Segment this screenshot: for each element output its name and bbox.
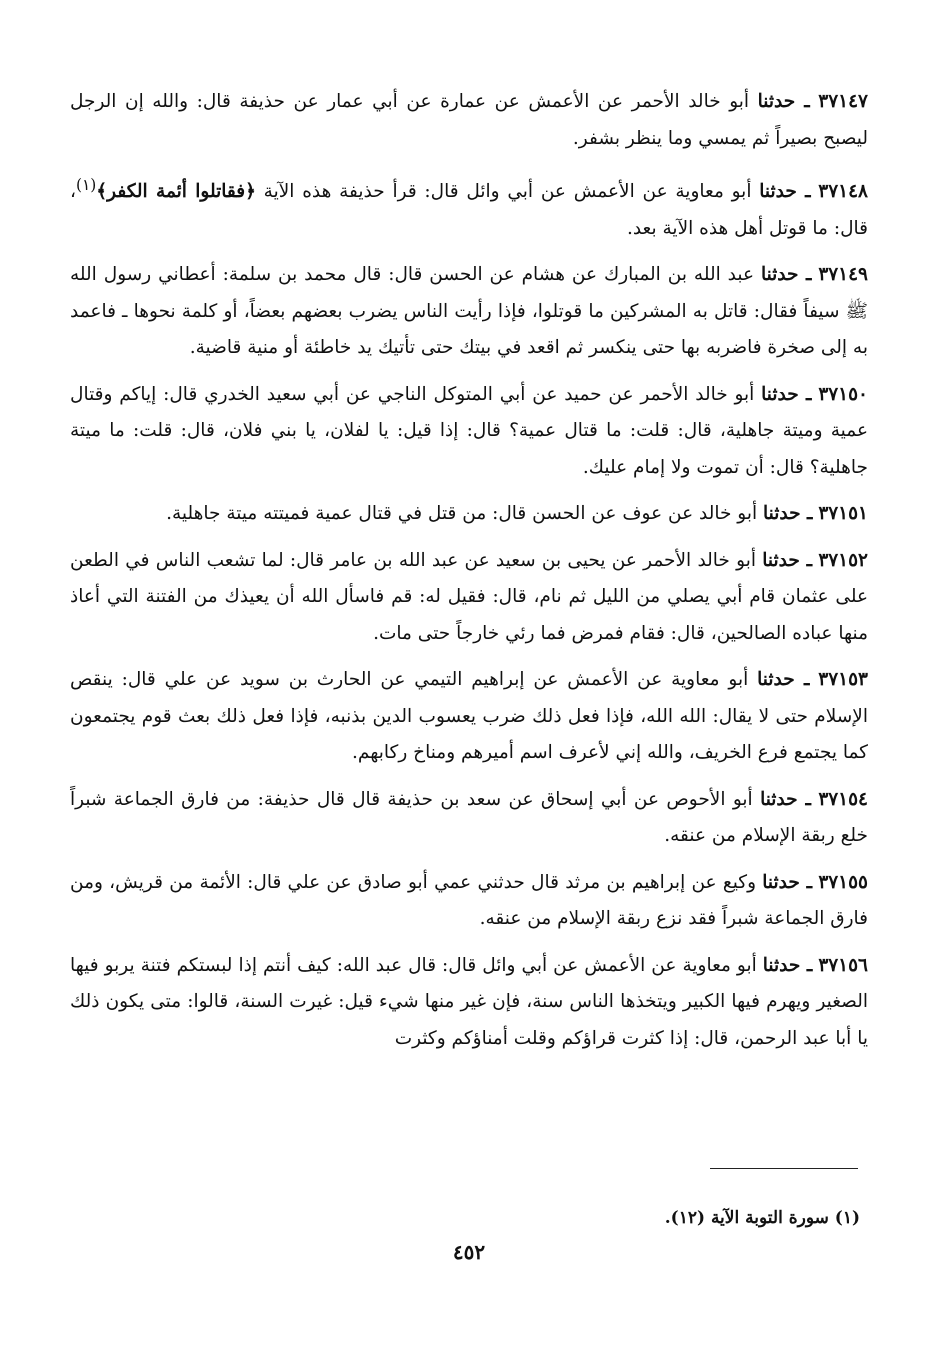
hadith-head: ـ حدثنا [757, 669, 810, 691]
hadith-number: ٣٧١٥٢ [818, 549, 868, 571]
footnote: (١) سورة التوبة الآية (١٢). [664, 1208, 860, 1228]
hadith-entry [70, 662, 868, 772]
hadith-head: ـ حدثنا [762, 549, 813, 571]
hadith-text: أبو معاوية عن الأعمش عن إبراهيم التيمي عن الحارث بن سويد عن علي قال: ينقص الإسلام حتى لا يقال: الله الله، فإذا فعل ذلك ضرب يعسوب الدين بذنبه، فإذا فعل ذلك بعث قوم يجتمعون كما يجتمع فرع الخريف، والله إني لأعرف اسم أميرهم ومناخ ركابهم. [70, 669, 868, 764]
hadith-entry [70, 496, 868, 533]
hadith-number: ٣٧١٥٠ [818, 383, 868, 405]
hadith-text: أبو خالد الأحمر عن يحيى بن سعيد عن عبد الله بن عامر قال: لما تشعب الناس في الطعن على عثمان قام أبي يصلي من الليل ثم نام، قال: فقيل له: قم فاسأل الله أن يعيذك من الفتنة التي أعاذ منها عباده الصالحين، قال: فقام فمرض فما رئي خارجاً حتى مات. [70, 549, 868, 644]
hadith-number: ٣٧١٥٤ [818, 788, 868, 810]
hadith-text: أبو خالد الأحمر عن حميد عن أبي المتوكل الناجي عن أبي سعيد الخدري قال: إياكم وقتال عمية وميتة جاهلية، قال: قلت: ما قتال عمية؟ قال: إذا قيل: يا لفلان، يا بني فلان، قال: قلت: ما ميتة جاهلية؟ قال: أن تموت ولا إمام عليك. [70, 383, 868, 478]
hadith-entry [70, 543, 868, 653]
hadith-head: ـ حدثنا [762, 954, 813, 976]
quran-verse: ﴿فقاتلوا أئمة الكفر﴾ [96, 181, 256, 203]
hadith-number: ٣٧١٥٥ [818, 871, 868, 893]
hadith-text: وكيع عن إبراهيم بن مرثد قال حدثني عمي أبو صادق عن علي قال: الأئمة من قريش، ومن فارق الجماعة شبراً فقد نزع ربقة الإسلام من عنقه. [70, 871, 868, 930]
hadith-text: عبد الله بن المبارك عن هشام عن الحسن قال: قال محمد بن سلمة: أعطاني رسول الله ﷺ سيفاً فقال: قاتل به المشركين ما قوتلوا، فإذا رأيت الناس يضرب بعضهم بعضاً، أو كلمة نحوها ـ فاعمد به إلى صخرة فاضربه بها حتى ينكسر ثم اقعد في بيتك حتى تأتيك يد خاطئة أو منية قاضية. [70, 264, 868, 359]
hadith-text: أبو معاوية عن الأعمش عن أبي وائل قال: قرأ حذيفة هذه الآية [255, 181, 760, 203]
hadith-text: أبو الأحوص عن أبي إسحاق عن سعد بن حذيفة قال قال حذيفة: من فارق الجماعة شبراً خلع ربقة الإسلام من عنقه. [70, 788, 868, 847]
page-number: ٤٥٢ [452, 1240, 486, 1264]
hadith-number: ٣٧١٥٣ [818, 669, 868, 691]
hadith-head: ـ حدثنا [763, 503, 813, 525]
hadith-text: أبو معاوية عن الأعمش عن أبي وائل قال: قال عبد الله: كيف أنتم إذا لبستكم فتنة يربو فيها الصغير ويهرم فيها الكبير ويتخذها الناس سنة، فإن غير منها شيء قيل: غيرت السنة، قالوا: متى يكون ذلك يا أبا عبد الرحمن، قال: إذا كثرت قراؤكم وقلت أمناؤكم وكثرت [70, 954, 868, 1049]
hadith-number: ٣٧١٥٦ [818, 954, 868, 976]
hadith-entry [70, 948, 868, 1058]
hadith-number: ٣٧١٤٧ [818, 91, 868, 112]
page-body [70, 84, 868, 1067]
hadith-head: ـ حدثنا [760, 264, 812, 286]
footnote-separator [710, 1168, 858, 1169]
hadith-number: ٣٧١٥١ [818, 503, 868, 525]
hadith-text: أبو خالد الأحمر عن الأعمش عن عمارة عن أبي عمار عن حذيفة قال: والله إن الرجل ليصبح بصيراً ثم يمسي وما ينظر بشفر. [70, 91, 868, 149]
hadith-head: ـ حدثنا [761, 383, 812, 405]
hadith-head: ـ حدثنا [762, 871, 813, 893]
footnote-ref: (١) [75, 176, 97, 194]
hadith-text-after: ، قال: ما قوتل أهل هذه الآية بعد. [70, 181, 868, 239]
hadith-text: أبو خالد عن عوف عن الحسن قال: من قتل في قتال عمية فميتته ميتة جاهلية. [166, 503, 764, 525]
hadith-entry [70, 865, 868, 938]
hadith-number: ٣٧١٤٩ [818, 264, 868, 286]
hadith-entry [70, 84, 868, 157]
hadith-number: ٣٧١٤٨ [818, 181, 868, 203]
hadith-head: ـ حدثنا [760, 788, 811, 810]
hadith-entry [70, 377, 868, 487]
hadith-entry [70, 257, 868, 367]
hadith-head: ـ حدثنا [757, 91, 810, 112]
hadith-entry [70, 167, 868, 247]
hadith-head: ـ حدثنا [759, 181, 811, 203]
hadith-entry [70, 782, 868, 855]
